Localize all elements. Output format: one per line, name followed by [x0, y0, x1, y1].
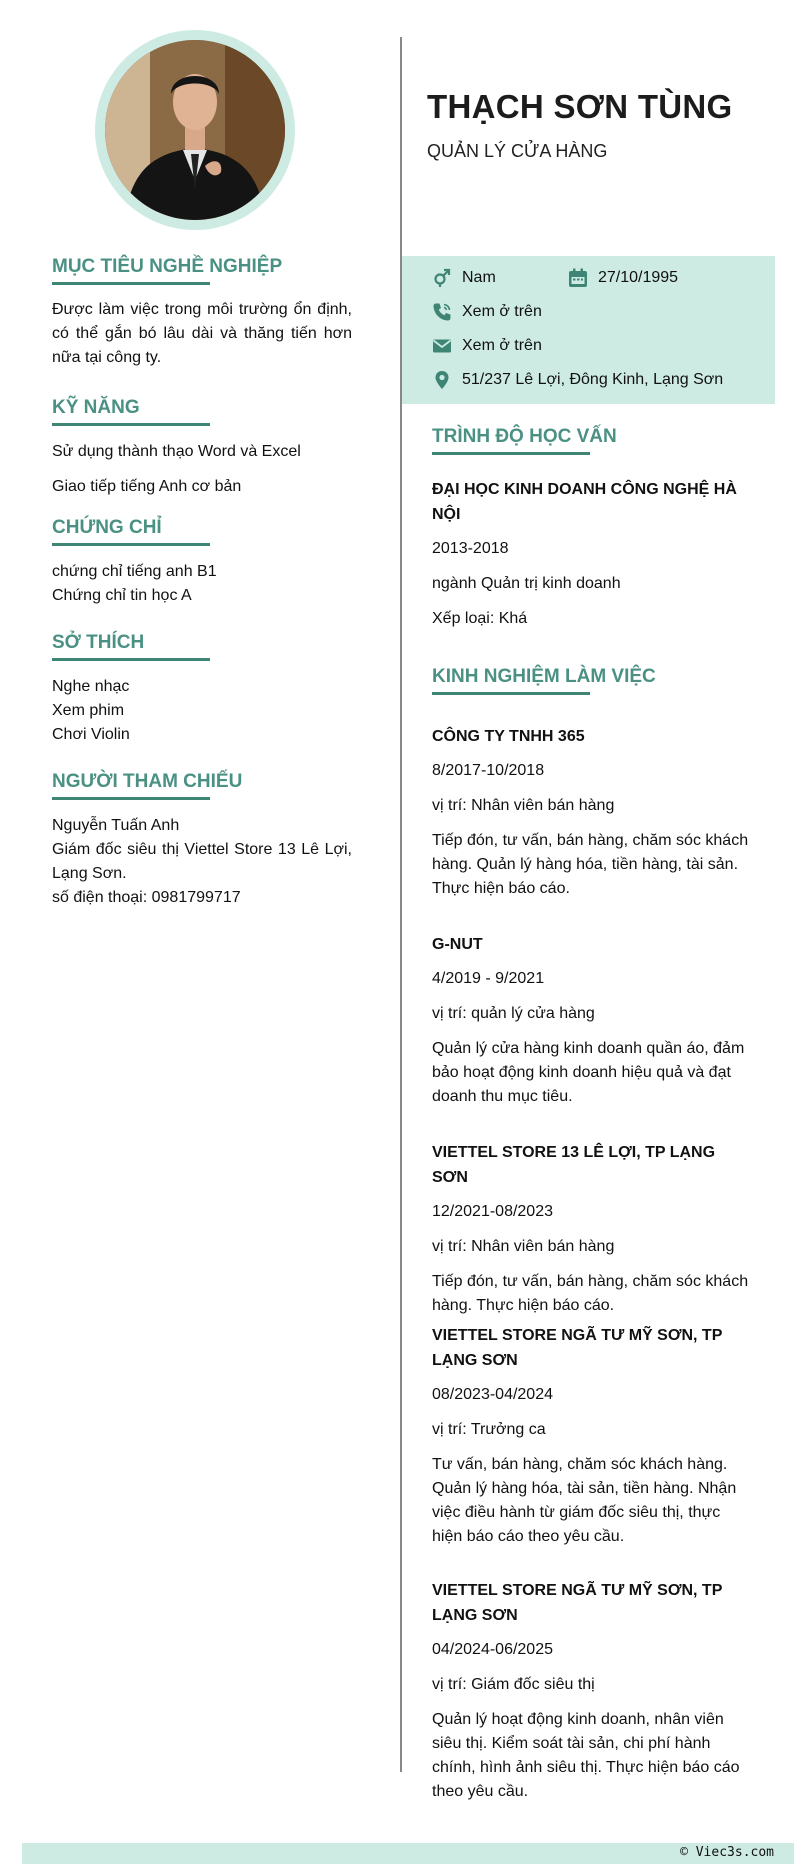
job-position: vị trí: Giám đốc siêu thị — [432, 1676, 595, 1693]
objective-section — [52, 256, 352, 370]
email-value: Xem ở trên — [462, 337, 542, 354]
hobbies-section — [52, 632, 352, 747]
hobbies-title: SỞ THÍCH — [52, 632, 352, 661]
education-title: TRÌNH ĐỘ HỌC VẤN — [432, 426, 752, 455]
job-description: Tiếp đón, tư vấn, bán hàng, chăm sóc khách hàng. Thực hiện báo cáo. — [432, 1273, 749, 1314]
footer-credit: © Viec3s.com — [680, 1845, 774, 1860]
gender-icon — [432, 268, 452, 288]
job-period: 8/2017-10/2018 — [432, 762, 545, 779]
calendar-icon — [568, 268, 588, 288]
job-position: vị trí: Nhân viên bán hàng — [432, 797, 615, 814]
location-pin-icon — [432, 370, 452, 390]
footer-bar — [22, 1843, 794, 1864]
skills-section — [52, 397, 352, 499]
certificate-item: Chứng chỉ tin học A — [52, 587, 192, 604]
avatar-frame — [95, 30, 295, 230]
objective-title: MỤC TIÊU NGHỀ NGHIỆP — [52, 256, 352, 285]
phone-value: Xem ở trên — [462, 303, 542, 320]
avatar — [105, 40, 285, 220]
job-description: Quản lý hoạt động kinh doanh, nhân viên siêu thị. Kiểm soát tài sản, chi phí hành chính, hình ảnh siêu thị. Thực hiện báo cáo theo yêu cầu. — [432, 1711, 740, 1800]
skill-item: Giao tiếp tiếng Anh cơ bản — [52, 478, 242, 495]
job-description: Quản lý cửa hàng kinh doanh quần áo, đảm bảo hoạt động kinh doanh hiệu quả và đạt doanh thu mục tiêu. — [432, 1040, 745, 1105]
gender-value: Nam — [462, 269, 496, 286]
hobby-item: Xem phim — [52, 702, 125, 719]
references-title: NGƯỜI THAM CHIẾU — [52, 771, 352, 800]
job-company: VIETTEL STORE 13 LÊ LỢI, TP LẠNG SƠN — [432, 1144, 716, 1186]
education-period: 2013-2018 — [432, 540, 509, 557]
hobby-item: Nghe nhạc — [52, 678, 130, 695]
job-period: 08/2023-04/2024 — [432, 1386, 553, 1403]
contact-phone — [432, 300, 542, 324]
job-period: 12/2021-08/2023 — [432, 1203, 553, 1220]
job-title: QUẢN LÝ CỬA HÀNG — [427, 141, 608, 161]
avatar-photo — [105, 40, 285, 220]
job-description: Tư vấn, bán hàng, chăm sóc khách hàng. Quản lý hàng hóa, tài sản, tiền hàng. Nhận việc điều hành từ giám đốc siêu thị, thực hiện báo cáo theo yêu cầu. — [432, 1456, 737, 1545]
job-entry — [432, 1140, 752, 1318]
reference-phone: số điện thoại: 0981799717 — [52, 889, 241, 906]
job-entry — [432, 724, 752, 901]
contact-panel — [402, 256, 775, 404]
skill-item: Sử dụng thành thạo Word và Excel — [52, 443, 301, 460]
contact-address — [432, 368, 723, 392]
certificates-title: CHỨNG CHỈ — [52, 517, 352, 546]
skills-title: KỸ NĂNG — [52, 397, 352, 426]
full-name: THẠCH SƠN TÙNG — [427, 88, 733, 125]
job-company: VIETTEL STORE NGÃ TƯ MỸ SƠN, TP LẠNG SƠN — [432, 1582, 723, 1624]
job-period: 4/2019 - 9/2021 — [432, 970, 545, 987]
certificate-item: chứng chỉ tiếng anh B1 — [52, 563, 217, 580]
phone-icon — [432, 302, 452, 322]
job-company: G-NUT — [432, 936, 483, 953]
education-major: ngành Quản trị kinh doanh — [432, 575, 621, 592]
education-section — [432, 426, 752, 631]
education-grade: Xếp loại: Khá — [432, 610, 528, 627]
email-icon — [432, 336, 452, 356]
contact-gender — [432, 266, 496, 290]
job-entry — [432, 932, 752, 1109]
job-entry — [432, 1578, 752, 1804]
certificates-section — [52, 517, 352, 608]
reference-position: Giám đốc siêu thị Viettel Store 13 Lê Lợi, Lạng Sơn. — [52, 841, 352, 882]
experience-title: KINH NGHIỆM LÀM VIỆC — [432, 666, 752, 695]
objective-text: Được làm việc trong môi trường ổn định, có thể gắn bó lâu dài và thăng tiến hơn nữa tại công ty. — [52, 301, 352, 366]
contact-email — [432, 334, 542, 358]
reference-name: Nguyễn Tuấn Anh — [52, 817, 180, 834]
contact-dob — [568, 266, 678, 290]
experience-section — [432, 666, 752, 695]
job-position: vị trí: quản lý cửa hàng — [432, 1005, 595, 1022]
job-entry — [432, 1323, 752, 1549]
job-position: vị trí: Nhân viên bán hàng — [432, 1238, 615, 1255]
hobby-item: Chơi Violin — [52, 726, 130, 743]
job-company: VIETTEL STORE NGÃ TƯ MỸ SƠN, TP LẠNG SƠN — [432, 1327, 723, 1369]
references-section — [52, 771, 352, 910]
address-value: 51/237 Lê Lợi, Đông Kinh, Lạng Sơn — [462, 371, 724, 388]
job-position: vị trí: Trưởng ca — [432, 1421, 546, 1438]
job-description: Tiếp đón, tư vấn, bán hàng, chăm sóc khách hàng. Quản lý hàng hóa, tiền hàng, tài sản. Thực hiện báo cáo. — [432, 832, 749, 897]
job-company: CÔNG TY TNHH 365 — [432, 728, 585, 745]
dob-value: 27/10/1995 — [598, 269, 679, 286]
school-name: ĐẠI HỌC KINH DOANH CÔNG NGHỆ HÀ NỘI — [432, 481, 737, 523]
job-period: 04/2024-06/2025 — [432, 1641, 553, 1658]
